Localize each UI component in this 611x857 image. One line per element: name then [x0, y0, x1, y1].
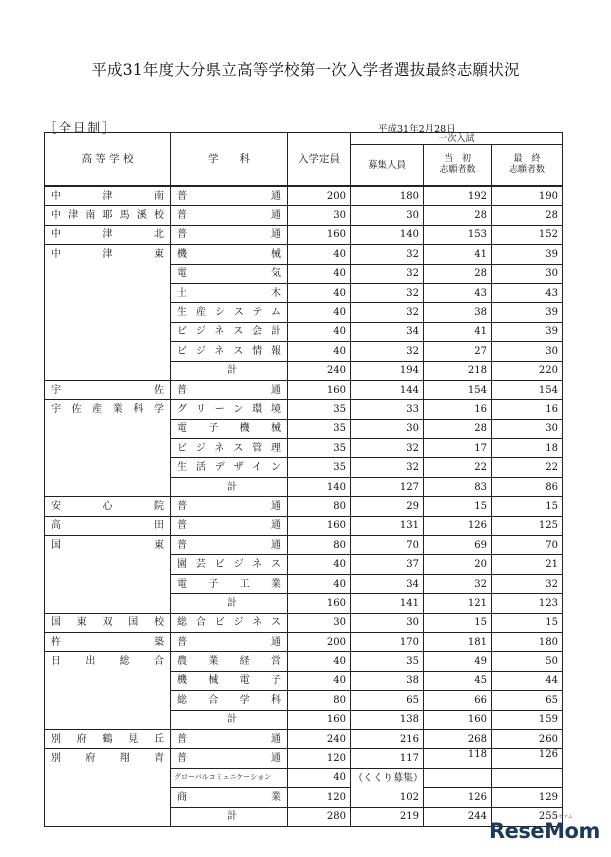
- initial-cell: 43: [424, 283, 492, 302]
- recruit-cell: 65: [351, 691, 424, 710]
- dept-cell: 電 気: [171, 264, 288, 283]
- dept-cell: 生産システム: [171, 303, 288, 322]
- table-row: [45, 186, 563, 206]
- table-row: [45, 691, 563, 710]
- initial-cell: 69: [424, 536, 492, 555]
- initial-cell: 38: [424, 303, 492, 322]
- final-cell: 22: [492, 458, 563, 477]
- capacity-cell: 35: [288, 400, 351, 419]
- dept-cell: 電子工業: [171, 574, 288, 593]
- capacity-cell: 40: [288, 322, 351, 341]
- table-row: [45, 516, 563, 535]
- dept-cell: 農業経営: [171, 652, 288, 671]
- capacity-cell: 80: [288, 691, 351, 710]
- capacity-cell: 160: [288, 710, 351, 729]
- final-cell: 16: [492, 400, 563, 419]
- final-cell: 255: [492, 807, 563, 826]
- table-row: [45, 788, 563, 807]
- dept-cell: 普 通: [171, 536, 288, 555]
- capacity-cell: 140: [288, 477, 351, 496]
- header-capacity: 入学定員: [288, 133, 351, 187]
- header-recruit: 募集人員: [351, 145, 424, 187]
- recruit-cell: 180: [351, 186, 424, 206]
- final-cell: 260: [492, 729, 563, 748]
- school-cell: 高 田: [45, 516, 171, 535]
- table-row: [45, 632, 563, 651]
- recruit-cell: 35: [351, 652, 424, 671]
- school-cell: 国 東: [45, 536, 171, 555]
- header-final-line1: 最 終: [513, 154, 541, 164]
- dept-cell: 普 通: [171, 516, 288, 535]
- header-school: 高 等 学 校: [45, 133, 171, 187]
- final-cell: [492, 768, 563, 787]
- initial-cell: 45: [424, 671, 492, 690]
- final-cell: 32: [492, 574, 563, 593]
- initial-cell: 49: [424, 652, 492, 671]
- header-dept: 学 科: [171, 133, 288, 187]
- table-row: [45, 458, 563, 477]
- recruit-cell: 33: [351, 400, 424, 419]
- dept-cell: 計: [171, 477, 288, 496]
- recruit-cell: 70: [351, 536, 424, 555]
- recruit-cell: 34: [351, 322, 424, 341]
- dept-cell: 普 通: [171, 749, 288, 768]
- initial-cell: 15: [424, 497, 492, 516]
- capacity-cell: 160: [288, 225, 351, 244]
- initial-cell: 126: [424, 516, 492, 535]
- recruit-cell: 30: [351, 613, 424, 632]
- initial-cell: 28: [424, 206, 492, 225]
- initial-cell: 20: [424, 555, 492, 574]
- initial-cell: 16: [424, 400, 492, 419]
- table-row: [45, 361, 563, 380]
- table-row: [45, 749, 563, 768]
- school-cell: 中 津 北: [45, 225, 171, 244]
- capacity-cell: 35: [288, 419, 351, 438]
- dept-cell: 総合ビジネス: [171, 613, 288, 632]
- table-row: [45, 536, 563, 555]
- initial-cell: 41: [424, 245, 492, 264]
- school-cell: [45, 574, 171, 593]
- logo-caption: リセマム: [553, 814, 573, 820]
- recruit-cell: 32: [351, 439, 424, 458]
- dept-cell: 計: [171, 807, 288, 826]
- capacity-cell: 200: [288, 632, 351, 651]
- recruit-cell: 37: [351, 555, 424, 574]
- capacity-cell: 40: [288, 555, 351, 574]
- dept-cell: 電子機械: [171, 419, 288, 438]
- final-cell: 159: [492, 710, 563, 729]
- school-cell: [45, 710, 171, 729]
- recruit-cell: 144: [351, 380, 424, 399]
- school-cell: [45, 458, 171, 477]
- initial-cell: 218: [424, 361, 492, 380]
- table-row: [45, 613, 563, 632]
- table-row: [45, 264, 563, 283]
- dept-cell: 普 通: [171, 225, 288, 244]
- dept-cell: 計: [171, 594, 288, 613]
- initial-cell: 32: [424, 574, 492, 593]
- dept-cell: ビジネス情報: [171, 342, 288, 361]
- school-cell: [45, 477, 171, 496]
- recruit-cell: 138: [351, 710, 424, 729]
- initial-cell: [424, 768, 492, 787]
- dept-cell: グローバルコミュニケーション: [171, 768, 288, 787]
- dept-cell: ビジネス会計: [171, 322, 288, 341]
- capacity-cell: 240: [288, 729, 351, 748]
- initial-cell: 27: [424, 342, 492, 361]
- dept-cell: 普 通: [171, 380, 288, 399]
- recruit-cell: 216: [351, 729, 424, 748]
- capacity-cell: 40: [288, 264, 351, 283]
- school-cell: 別 府 翔 青: [45, 749, 171, 768]
- table-row: [45, 477, 563, 496]
- table-row: [45, 710, 563, 729]
- initial-cell: 160: [424, 710, 492, 729]
- school-cell: [45, 594, 171, 613]
- capacity-cell: 40: [288, 245, 351, 264]
- initial-cell: 192: [424, 186, 492, 206]
- school-cell: [45, 419, 171, 438]
- table-body: [45, 186, 563, 826]
- school-cell: [45, 555, 171, 574]
- final-cell: 21: [492, 555, 563, 574]
- dept-cell: 商 業: [171, 788, 288, 807]
- initial-cell: 126: [424, 788, 492, 807]
- capacity-cell: 80: [288, 497, 351, 516]
- school-cell: 別府鶴見丘: [45, 729, 171, 748]
- final-cell: 39: [492, 245, 563, 264]
- table-row: [45, 380, 563, 399]
- school-cell: [45, 264, 171, 283]
- table-row: [45, 419, 563, 438]
- table-row: [45, 574, 563, 593]
- table-row: [45, 225, 563, 244]
- header-final: [492, 145, 563, 187]
- final-cell: 39: [492, 303, 563, 322]
- capacity-cell: 40: [288, 652, 351, 671]
- initial-cell: 154: [424, 380, 492, 399]
- recruit-cell: 32: [351, 283, 424, 302]
- table-row: [45, 497, 563, 516]
- capacity-cell: 40: [288, 574, 351, 593]
- applicant-table: [44, 132, 563, 827]
- initial-cell: 121: [424, 594, 492, 613]
- initial-cell: 66: [424, 691, 492, 710]
- capacity-cell: 40: [288, 283, 351, 302]
- capacity-cell: 160: [288, 516, 351, 535]
- recruit-cell: 170: [351, 632, 424, 651]
- initial-cell: 118: [424, 749, 492, 768]
- capacity-cell: 30: [288, 613, 351, 632]
- final-cell: 86: [492, 477, 563, 496]
- initial-cell: 28: [424, 264, 492, 283]
- header-row-1: [45, 133, 563, 145]
- initial-cell: 244: [424, 807, 492, 826]
- capacity-cell: 240: [288, 361, 351, 380]
- table-row: [45, 283, 563, 302]
- school-cell: [45, 788, 171, 807]
- school-cell: [45, 807, 171, 826]
- table-row: [45, 245, 563, 264]
- school-cell: 宇佐産業科学: [45, 400, 171, 419]
- header-final-line2: 志願者数: [508, 165, 545, 175]
- final-cell: 126: [492, 749, 563, 768]
- final-cell: 180: [492, 632, 563, 651]
- final-cell: 15: [492, 497, 563, 516]
- recruit-cell: 140: [351, 225, 424, 244]
- school-cell: 杵 築: [45, 632, 171, 651]
- section-label: ［全日制］: [44, 120, 117, 135]
- recruit-cell: （くくり募集）: [351, 768, 424, 787]
- table-row: [45, 768, 563, 787]
- final-cell: 123: [492, 594, 563, 613]
- school-cell: [45, 283, 171, 302]
- dept-cell: 普 通: [171, 632, 288, 651]
- final-cell: 30: [492, 264, 563, 283]
- capacity-cell: 80: [288, 536, 351, 555]
- dept-cell: 生活デザイン: [171, 458, 288, 477]
- dept-cell: 普 通: [171, 206, 288, 225]
- school-cell: [45, 303, 171, 322]
- final-cell: 50: [492, 652, 563, 671]
- school-cell: [45, 342, 171, 361]
- capacity-cell: 200: [288, 186, 351, 206]
- capacity-cell: 40: [288, 342, 351, 361]
- final-cell: 30: [492, 342, 563, 361]
- table-row: [45, 400, 563, 419]
- initial-cell: 28: [424, 419, 492, 438]
- table-row: [45, 322, 563, 341]
- initial-cell: 22: [424, 458, 492, 477]
- page-title: 平成31年度大分県立高等学校第一次入学者選抜最終志願状況: [91, 61, 520, 79]
- header-initial: [424, 145, 492, 187]
- capacity-cell: 40: [288, 768, 351, 787]
- dept-cell: 機械電子: [171, 671, 288, 690]
- school-cell: 日出総合: [45, 652, 171, 671]
- initial-cell: 17: [424, 439, 492, 458]
- recruit-cell: 141: [351, 594, 424, 613]
- recruit-cell: 32: [351, 245, 424, 264]
- final-cell: 154: [492, 380, 563, 399]
- table-row: [45, 652, 563, 671]
- dept-cell: 土 木: [171, 283, 288, 302]
- initial-cell: 181: [424, 632, 492, 651]
- initial-cell: 153: [424, 225, 492, 244]
- table-row: [45, 671, 563, 690]
- initial-cell: 83: [424, 477, 492, 496]
- dept-cell: 普 通: [171, 186, 288, 206]
- date-label: 平成31年2月28日: [378, 124, 456, 135]
- school-cell: [45, 768, 171, 787]
- school-cell: 宇 佐: [45, 380, 171, 399]
- header-initial-line1: 当 初: [443, 154, 471, 164]
- final-cell: 152: [492, 225, 563, 244]
- recruit-cell: 117: [351, 749, 424, 768]
- table-row: [45, 594, 563, 613]
- header-initial-line2: 志願者数: [439, 165, 476, 175]
- capacity-cell: 160: [288, 380, 351, 399]
- table-row: [45, 729, 563, 748]
- school-cell: 中津南耶馬溪校: [45, 206, 171, 225]
- capacity-cell: 35: [288, 439, 351, 458]
- school-cell: [45, 671, 171, 690]
- dept-cell: 総合学科: [171, 691, 288, 710]
- final-cell: 129: [492, 788, 563, 807]
- recruit-cell: 30: [351, 419, 424, 438]
- recruit-cell: 32: [351, 264, 424, 283]
- capacity-cell: 280: [288, 807, 351, 826]
- recruit-cell: 127: [351, 477, 424, 496]
- dept-cell: 機 械: [171, 245, 288, 264]
- final-cell: 220: [492, 361, 563, 380]
- capacity-cell: 120: [288, 788, 351, 807]
- school-cell: 中 津 南: [45, 186, 171, 206]
- capacity-cell: 35: [288, 458, 351, 477]
- table-row: [45, 807, 563, 826]
- recruit-cell: 131: [351, 516, 424, 535]
- recruit-cell: 38: [351, 671, 424, 690]
- final-cell: 15: [492, 613, 563, 632]
- capacity-cell: 40: [288, 671, 351, 690]
- capacity-cell: 30: [288, 206, 351, 225]
- final-cell: 18: [492, 439, 563, 458]
- final-cell: 28: [492, 206, 563, 225]
- school-cell: [45, 439, 171, 458]
- recruit-cell: 219: [351, 807, 424, 826]
- table-row: [45, 439, 563, 458]
- final-cell: 43: [492, 283, 563, 302]
- dept-cell: ビジネス管理: [171, 439, 288, 458]
- school-cell: [45, 361, 171, 380]
- final-cell: 125: [492, 516, 563, 535]
- table-row: [45, 342, 563, 361]
- recruit-cell: 34: [351, 574, 424, 593]
- school-cell: [45, 322, 171, 341]
- recruit-cell: 32: [351, 303, 424, 322]
- recruit-cell: 102: [351, 788, 424, 807]
- final-cell: 44: [492, 671, 563, 690]
- recruit-cell: 32: [351, 342, 424, 361]
- initial-cell: 15: [424, 613, 492, 632]
- recruit-cell: 29: [351, 497, 424, 516]
- final-cell: 30: [492, 419, 563, 438]
- capacity-cell: 40: [288, 303, 351, 322]
- final-cell: 190: [492, 186, 563, 206]
- table-row: [45, 206, 563, 225]
- table-row: [45, 555, 563, 574]
- initial-cell: 268: [424, 729, 492, 748]
- dept-cell: 普 通: [171, 729, 288, 748]
- final-cell: 39: [492, 322, 563, 341]
- school-cell: 中 津 東: [45, 245, 171, 264]
- initial-cell: 41: [424, 322, 492, 341]
- dept-cell: 園芸ビジネス: [171, 555, 288, 574]
- recruit-cell: 32: [351, 458, 424, 477]
- table-row: [45, 303, 563, 322]
- school-cell: 国東双国校: [45, 613, 171, 632]
- dept-cell: 普 通: [171, 497, 288, 516]
- header-first-exam: 一次入試: [351, 133, 563, 145]
- final-cell: 65: [492, 691, 563, 710]
- logo: ReseMom: [489, 819, 600, 843]
- recruit-cell: 30: [351, 206, 424, 225]
- final-cell: 70: [492, 536, 563, 555]
- dept-cell: グリーン環境: [171, 400, 288, 419]
- school-cell: [45, 691, 171, 710]
- capacity-cell: 120: [288, 749, 351, 768]
- dept-cell: 計: [171, 361, 288, 380]
- dept-cell: 計: [171, 710, 288, 729]
- school-cell: 安 心 院: [45, 497, 171, 516]
- recruit-cell: 194: [351, 361, 424, 380]
- capacity-cell: 160: [288, 594, 351, 613]
